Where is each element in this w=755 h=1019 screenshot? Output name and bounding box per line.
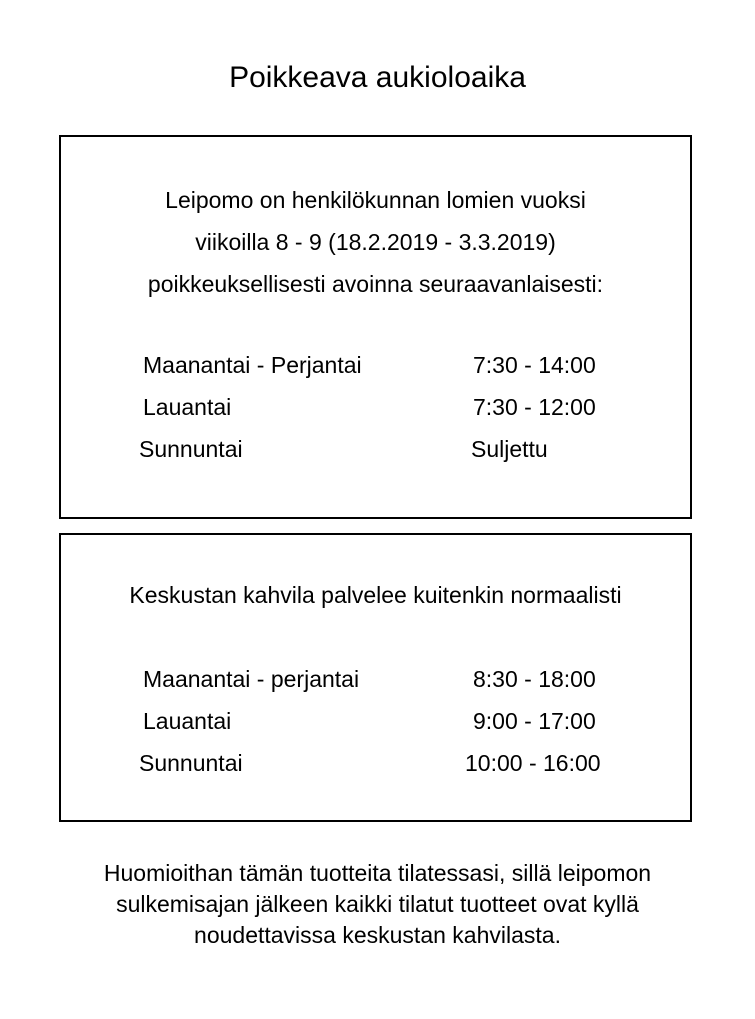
bakery-intro-line-3: poikkeuksellisesti avoinna seuraavanlaisesti:	[147, 271, 604, 297]
footer-note	[0, 858, 755, 951]
bakery-time-saturday: 7:30 - 12:00	[473, 394, 596, 420]
footer-note-line-2: sulkemisajan jälkeen kaikki tilatut tuotteet ovat kyllä	[116, 891, 639, 917]
cafe-day-weekdays: Maanantai - perjantai	[143, 666, 360, 692]
footer-note-line-1: Huomioithan tämän tuotteita tilatessasi, sillä leipomon	[103, 860, 652, 886]
cafe-time-weekdays: 8:30 - 18:00	[473, 666, 596, 692]
bakery-intro	[61, 179, 690, 305]
page-title: Poikkeava aukioloaika	[229, 61, 526, 94]
cafe-time-sunday: 10:00 - 16:00	[465, 750, 601, 776]
bakery-time-weekdays: 7:30 - 14:00	[473, 352, 596, 378]
cafe-intro: Keskustan kahvila palvelee kuitenkin normaalisti	[129, 582, 622, 608]
bakery-hours-row-weekdays	[61, 344, 690, 386]
cafe-day-sunday: Sunnuntai	[139, 750, 243, 776]
cafe-hours-row-sunday	[61, 742, 690, 784]
cafe-hours-row-weekdays	[61, 658, 690, 700]
footer-note-line-3: noudettavissa keskustan kahvilasta.	[194, 922, 561, 948]
bakery-day-saturday: Lauantai	[143, 394, 232, 420]
bakery-intro-line-1: Leipomo on henkilökunnan lomien vuoksi	[165, 187, 586, 213]
bakery-day-sunday: Sunnuntai	[139, 436, 243, 462]
bakery-hours-box	[59, 135, 692, 519]
cafe-hours-row-saturday	[61, 700, 690, 742]
bakery-intro-line-2: viikoilla 8 - 9 (18.2.2019 - 3.3.2019)	[195, 229, 556, 255]
cafe-day-saturday: Lauantai	[143, 708, 232, 734]
cafe-time-saturday: 9:00 - 17:00	[473, 708, 596, 734]
bakery-time-sunday: Suljettu	[471, 436, 548, 462]
bakery-hours-row-saturday	[61, 386, 690, 428]
bakery-hours-row-sunday	[61, 428, 690, 470]
cafe-hours-box	[59, 533, 692, 822]
bakery-day-weekdays: Maanantai - Perjantai	[143, 352, 362, 378]
